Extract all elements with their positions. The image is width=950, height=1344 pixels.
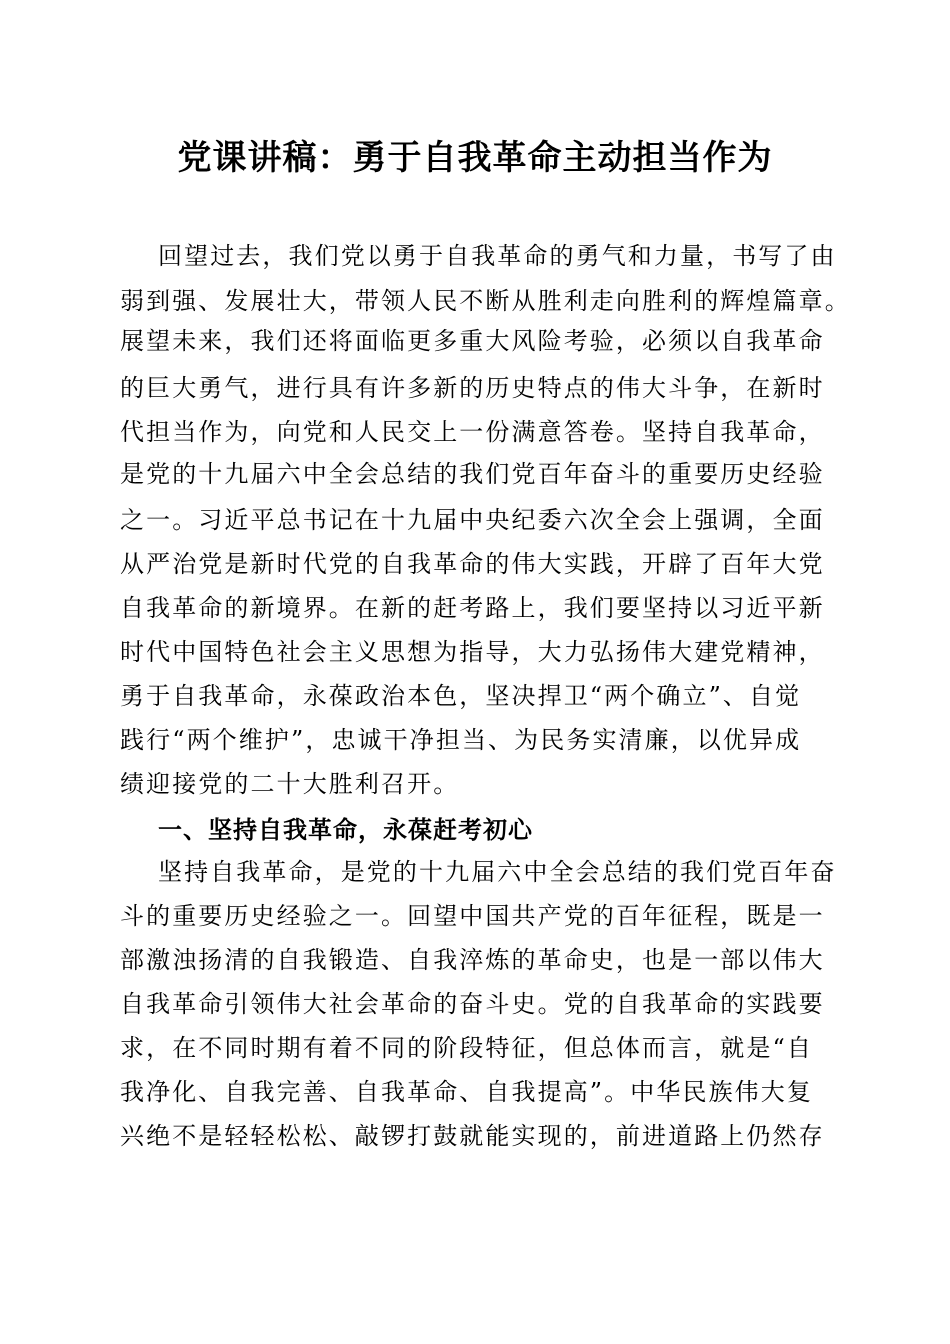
page-title: 党课讲稿：勇于自我革命主动担当作为 — [177, 138, 773, 178]
paragraph-1-line-2: 弱到强、发展壮大，带领人民不断从胜利走向胜利的辉煌篇章。 — [120, 287, 851, 315]
paragraph-2-line-4: 自我革命引领伟大社会革命的奋斗史。党的自我革命的实践要 — [120, 990, 825, 1018]
paragraph-2-line-6: 我净化、自我完善、自我革命、自我提高”。中华民族伟大复 — [120, 1078, 813, 1106]
paragraph-2-line-1: 坚持自我革命，是党的十九届六中全会总结的我们党百年奋 — [158, 858, 837, 886]
paragraph-1-line-4: 的巨大勇气，进行具有许多新的历史特点的伟大斗争，在新时 — [120, 374, 825, 402]
paragraph-2-line-3: 部激浊扬清的自我锻造、自我淬炼的革命史，也是一部以伟大 — [120, 946, 825, 974]
paragraph-1-line-3: 展望未来，我们还将面临更多重大风险考验，必须以自我革命 — [120, 327, 825, 355]
section-1-heading: 一、坚持自我革命，永葆赶考初心 — [158, 816, 533, 844]
paragraph-1-line-10: 时代中国特色社会主义思想为指导，大力弘扬伟大建党精神， — [120, 638, 825, 666]
paragraph-1-line-13: 绩迎接党的二十大胜利召开。 — [120, 770, 460, 798]
paragraph-1-line-1: 回望过去，我们党以勇于自我革命的勇气和力量，书写了由 — [158, 242, 837, 270]
paragraph-2-line-5: 求，在不同时期有着不同的阶段特征，但总体而言，就是“自 — [120, 1034, 813, 1062]
paragraph-1-line-11: 勇于自我革命，永葆政治本色，坚决捍卫“两个确立”、自觉 — [120, 682, 802, 710]
paragraph-2-line-2: 斗的重要历史经验之一。回望中国共产党的百年征程，既是一 — [120, 902, 825, 930]
paragraph-1-line-9: 自我革命的新境界。在新的赶考路上，我们要坚持以习近平新 — [120, 594, 825, 622]
paragraph-2-line-7: 兴绝不是轻轻松松、敲锣打鼓就能实现的，前进道路上仍然存 — [120, 1122, 825, 1150]
paragraph-1-line-8: 从严治党是新时代党的自我革命的伟大实践，开辟了百年大党 — [120, 550, 825, 578]
paragraph-1-line-7: 之一。习近平总书记在十九届中央纪委六次全会上强调，全面 — [120, 506, 825, 534]
paragraph-1-line-5: 代担当作为，向党和人民交上一份满意答卷。坚持自我革命， — [120, 418, 825, 446]
paragraph-1-line-6: 是党的十九届六中全会总结的我们党百年奋斗的重要历史经验 — [120, 460, 825, 488]
paragraph-1-line-12: 践行“两个维护”，忠诚干净担当、为民务实清廉，以优异成 — [120, 726, 802, 754]
